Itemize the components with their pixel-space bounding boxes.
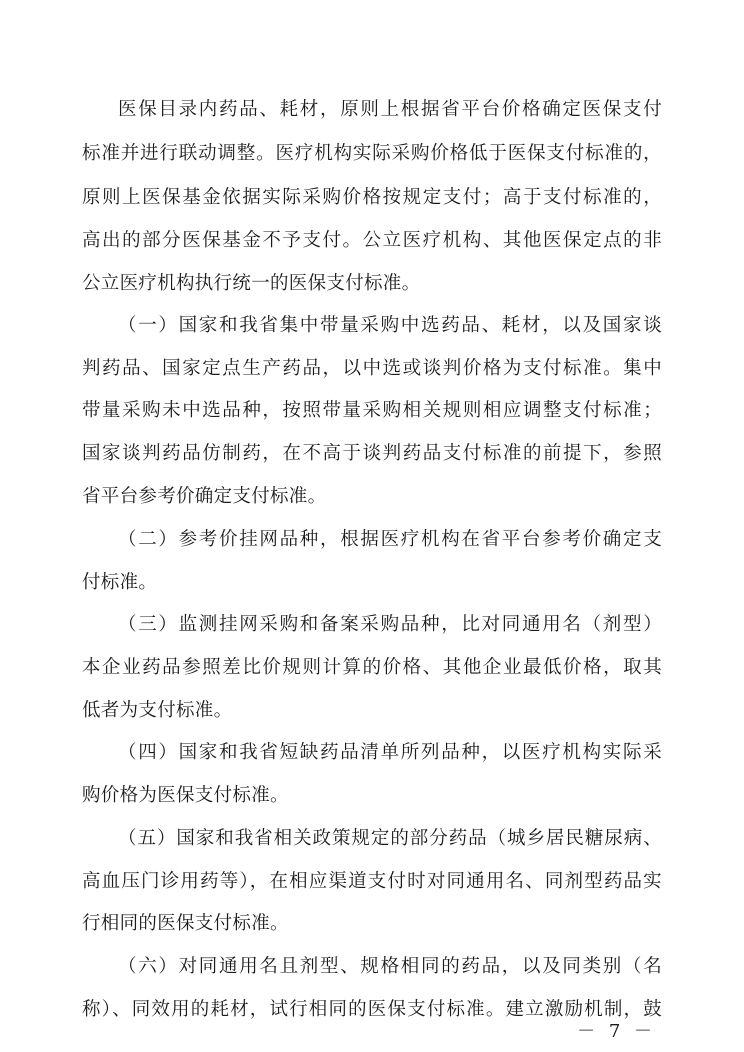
body-line-13: （三）监测挂网采购和备案采购品种，比对同通用名（剂型） xyxy=(118,614,662,635)
body-line-2: 标准并进行联动调整。医疗机构实际采购价格低于医保支付标准的， xyxy=(82,143,662,164)
body-line-18: （五）国家和我省相关政策规定的部分药品（城乡居民糖尿病、 xyxy=(118,828,662,849)
body-line-3: 原则上医保基金依据实际采购价格按规定支付；高于支付标准的， xyxy=(82,187,662,208)
body-line-21: （六）对同通用名且剂型、规格相同的药品，以及同类别（名 xyxy=(118,956,662,977)
body-line-11: （二）参考价挂网品种，根据医疗机构在省平台参考价确定支 xyxy=(118,529,662,550)
body-line-22: 称）、同效用的耗材，试行相同的医保支付标准。建立激励机制，鼓 xyxy=(82,999,662,1020)
body-line-19: 高血压门诊用药等），在相应渠道支付时对同通用名、同剂型药品实 xyxy=(82,871,662,892)
body-line-20: 行相同的医保支付标准。 xyxy=(82,913,289,934)
body-line-6: （一）国家和我省集中带量采购中选药品、耗材，以及国家谈 xyxy=(118,315,662,336)
body-line-7: 判药品、国家定点生产药品，以中选或谈判价格为支付标准。集中 xyxy=(82,358,662,379)
body-line-10: 省平台参考价确定支付标准。 xyxy=(82,486,327,507)
body-line-8: 带量采购未中选品种，按照带量采购相关规则相应调整支付标准； xyxy=(82,400,662,421)
body-line-4: 高出的部分医保基金不予支付。公立医疗机构、其他医保定点的非 xyxy=(82,230,662,251)
body-line-17: 购价格为医保支付标准。 xyxy=(82,785,289,806)
page-number: － 7 － xyxy=(577,1021,656,1042)
body-line-9: 国家谈判药品仿制药，在不高于谈判药品支付标准的前提下，参照 xyxy=(82,443,662,464)
body-line-16: （四）国家和我省短缺药品清单所列品种，以医疗机构实际采 xyxy=(118,742,662,763)
body-line-12: 付标准。 xyxy=(82,572,158,593)
body-line-15: 低者为支付标准。 xyxy=(82,700,233,721)
body-line-1: 医保目录内药品、耗材，原则上根据省平台价格确定医保支付 xyxy=(118,99,662,120)
body-line-14: 本企业药品参照差比价规则计算的价格、其他企业最低价格，取其 xyxy=(82,657,662,678)
body-line-5: 公立医疗机构执行统一的医保支付标准。 xyxy=(82,273,421,294)
